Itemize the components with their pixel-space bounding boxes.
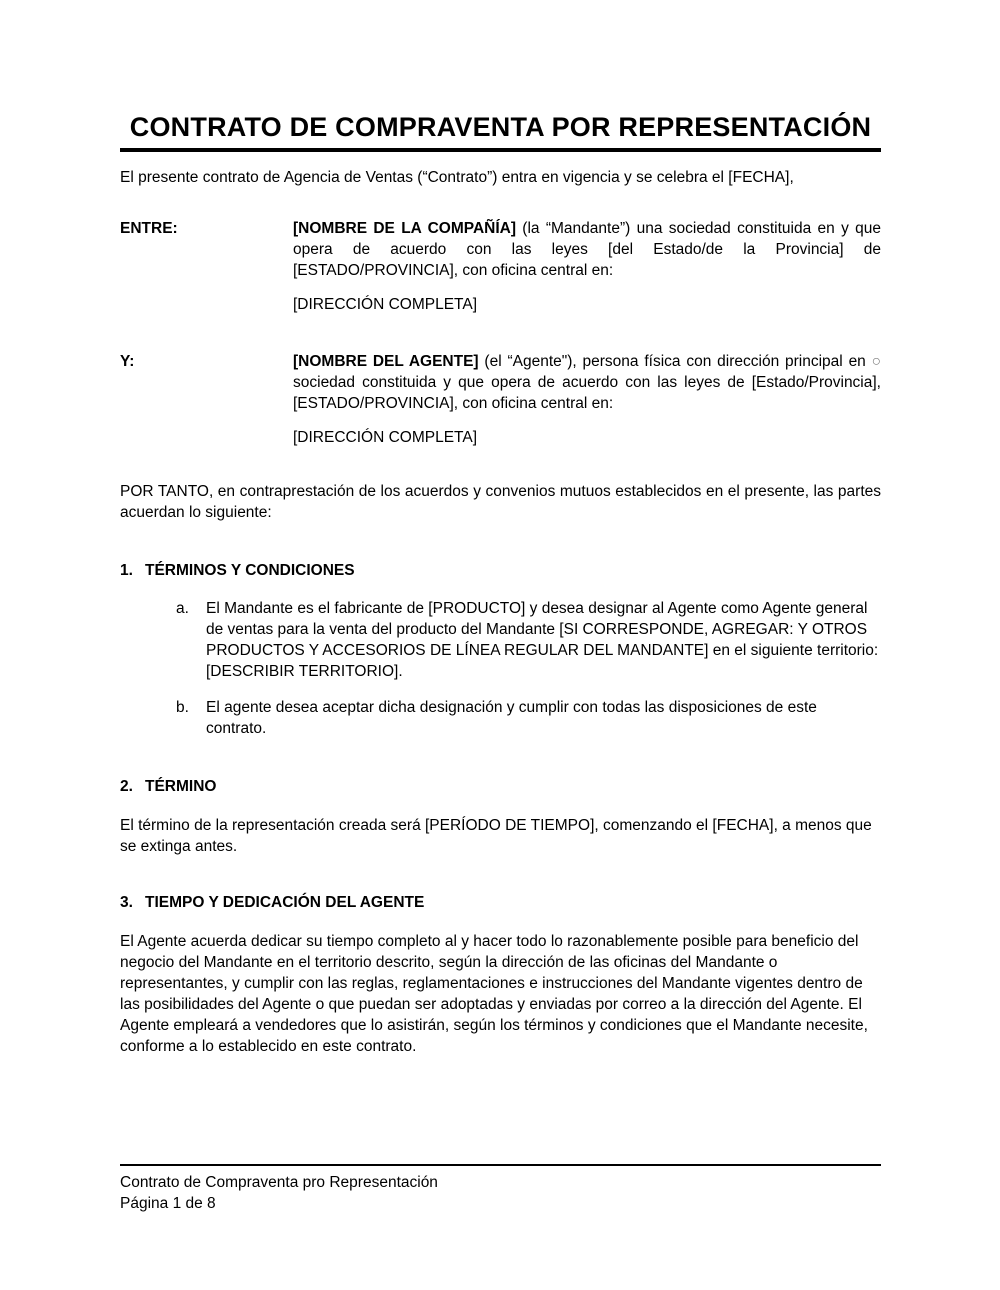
title-block [120, 112, 881, 152]
section-heading-1 [120, 560, 881, 581]
document-content [120, 0, 881, 1057]
party-body-entre [293, 218, 881, 281]
party-row-y [120, 351, 881, 448]
list-text-b: El agente desea aceptar dicha designación y cumplir con todas las disposiciones de este contrato. [206, 699, 817, 737]
agent-name-placeholder: [NOMBRE DEL AGENTE] [293, 353, 479, 370]
recital-paragraph: POR TANTO, en contraprestación de los acuerdos y convenios mutuos establecidos en el presente, las partes acuerdan lo siguiente: [120, 483, 881, 521]
party-body-text-y-post: sociedad constituida y que opera de acuerdo con las leyes de [Estado/Provincia], [ESTADO/PROVINCIA], con oficina central en: [293, 374, 881, 412]
party-row-entre [120, 218, 881, 315]
page-footer [120, 1164, 881, 1214]
list-item-b [176, 697, 881, 739]
party-body-text-entre: (la “Mandante”) una sociedad constituida en y que opera de acuerdo con las leyes [del Estado/de la Provincia] de [ESTADO/PROVINCIA], con oficina central en: [293, 220, 881, 279]
party-text-y [293, 351, 881, 448]
party-body-y [293, 351, 881, 414]
section-title-2: TÉRMINO [145, 778, 217, 795]
section-title-1: TÉRMINOS Y CONDICIONES [145, 562, 355, 579]
section-title-3: TIEMPO Y DEDICACIÓN DEL AGENTE [145, 894, 425, 911]
circle-placeholder-icon: ○ [871, 353, 882, 370]
page-title: CONTRATO DE COMPRAVENTA POR REPRESENTACIÓN [129, 112, 872, 142]
section-paragraph-3: El Agente acuerda dedicar su tiempo completo al y hacer todo lo razonablemente posible para beneficio del negocio del Mandante en el territorio descrito, según la dirección de las oficinas del Mandante o representantes, y cumplir con las reglas, reglamentaciones e instrucciones del Mandante vigentes dentro de las posibilidades del Agente o que puedan ser adoptadas y enviadas por correo a la dirección del Agente. El Agente empleará a vendedores que lo asistirán, según los términos y condiciones que el Mandante necesite, conforme a lo establecido en este contrato. [120, 933, 868, 1055]
footer-document-name: Contrato de Compraventa pro Representación [120, 1174, 438, 1191]
section-number-1: 1. [120, 562, 133, 579]
section-number-2: 2. [120, 778, 133, 795]
party-body-text-y-pre: (el “Agente"), persona física con dirección principal en [478, 353, 872, 370]
section-heading-2 [120, 776, 881, 797]
company-name-placeholder: [NOMBRE DE LA COMPAÑÍA] [293, 220, 516, 237]
list-item-a [176, 598, 881, 682]
section-heading-3 [120, 892, 881, 913]
party-label-y: Y: [120, 353, 135, 370]
section-paragraph-2: El término de la representación creada será [PERÍODO DE TIEMPO], comenzando el [FECHA], a menos que se extinga antes. [120, 817, 872, 855]
section-number-3: 3. [120, 894, 133, 911]
footer-page-number: Página 1 de 8 [120, 1195, 216, 1212]
list-marker-b: b. [176, 699, 189, 716]
party-address-entre: [DIRECCIÓN COMPLETA] [293, 296, 478, 313]
party-text-entre [293, 218, 881, 315]
intro-paragraph: El presente contrato de Agencia de Ventas (“Contrato”) entra en vigencia y se celebra el [FECHA], [120, 169, 794, 186]
party-address-y: [DIRECCIÓN COMPLETA] [293, 429, 478, 446]
list-text-a: El Mandante es el fabricante de [PRODUCTO] y desea designar al Agente como Agente general de ventas para la venta del producto del Mandante [SI CORRESPONDE, AGREGAR: Y OTROS PRODUCTOS Y ACCESORIOS DE LÍNEA REGULAR DEL MANDANTE] en el siguiente territorio: [DESCRIBIR TERRITORIO]. [206, 600, 879, 680]
party-label-entre: ENTRE: [120, 220, 178, 237]
list-marker-a: a. [176, 600, 189, 617]
